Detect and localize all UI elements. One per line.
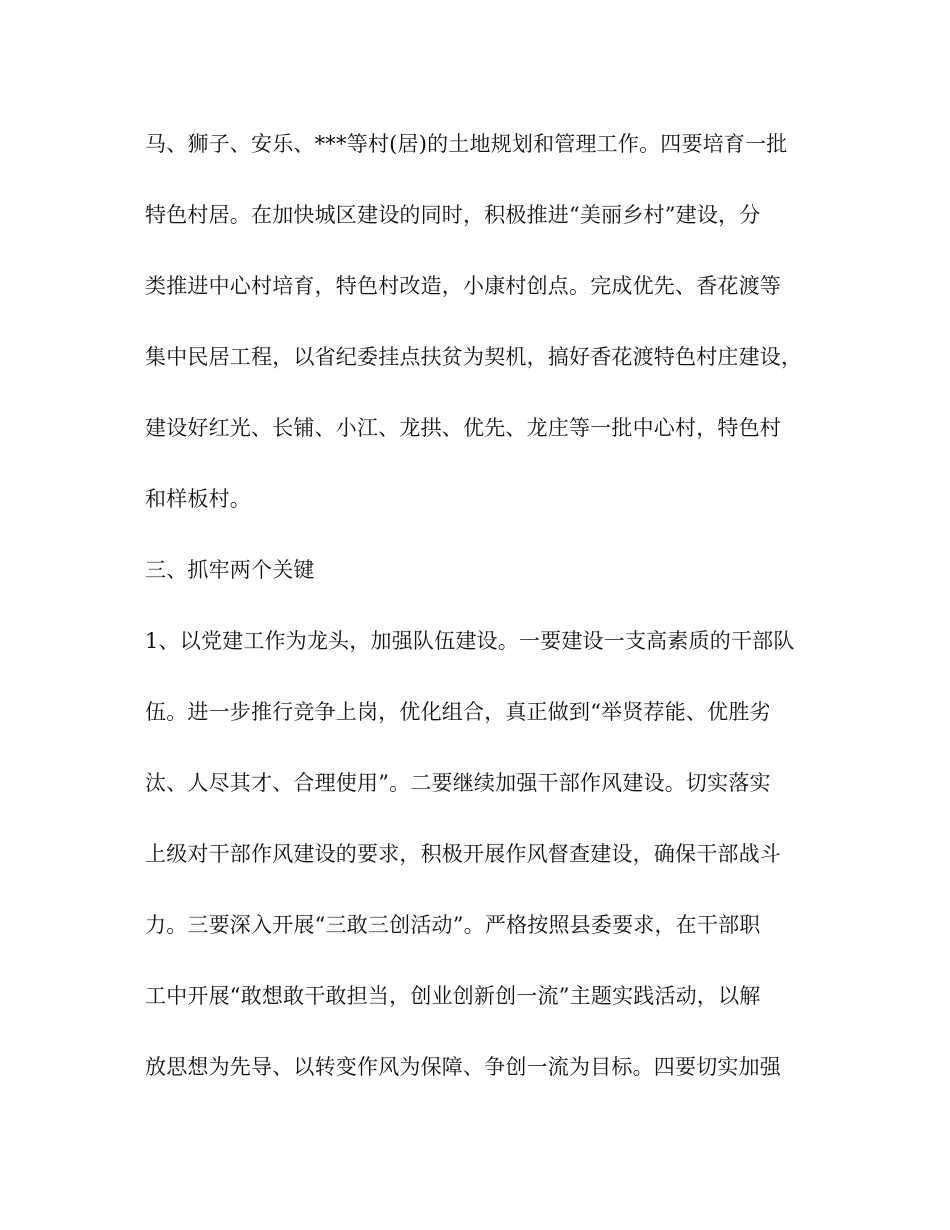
text-line: 1、以党建工作为龙头，加强队伍建设。一要建设一支高素质的干部队 [145,629,795,653]
text-line: 特色村居。在加快城区建设的同时，积极推进“美丽乡村”建设，分 [145,203,761,227]
text-line: 上级对干部作风建设的要求，积极开展作风督查建设，确保干部战斗 [145,842,781,866]
text-line: 力。三要深入开展“三敢三创活动”。严格按照县委要求，在干部职 [145,913,761,937]
text-line: 和样板村。 [145,487,251,511]
text-line: 建设好红光、长铺、小江、龙拱、优先、龙庄等一批中心村，特色村 [145,416,781,440]
section-heading: 三、抓牢两个关键 [145,558,315,582]
text-line: 工中开展“敢想敢干敢担当，创业创新创一流”主题实践活动，以解 [145,984,761,1008]
text-line: 集中民居工程，以省纪委挂点扶贫为契机，搞好香花渡特色村庄建设， [145,345,803,369]
text-line: 伍。进一步推行竞争上岗，优化组合，真正做到“举贤荐能、优胜劣 [145,700,771,724]
text-line: 类推进中心村培育，特色村改造，小康村创点。完成优先、香花渡等 [145,274,781,298]
text-line: 汰、人尽其才、合理使用”。二要继续加强干部作风建设。切实落实 [145,771,771,795]
text-line: 放思想为先导、以转变作风为保障、争创一流为目标。四要切实加强 [145,1055,781,1079]
text-line: 马、狮子、安乐、***等村(居)的土地规划和管理工作。四要培育一批 [145,132,788,156]
